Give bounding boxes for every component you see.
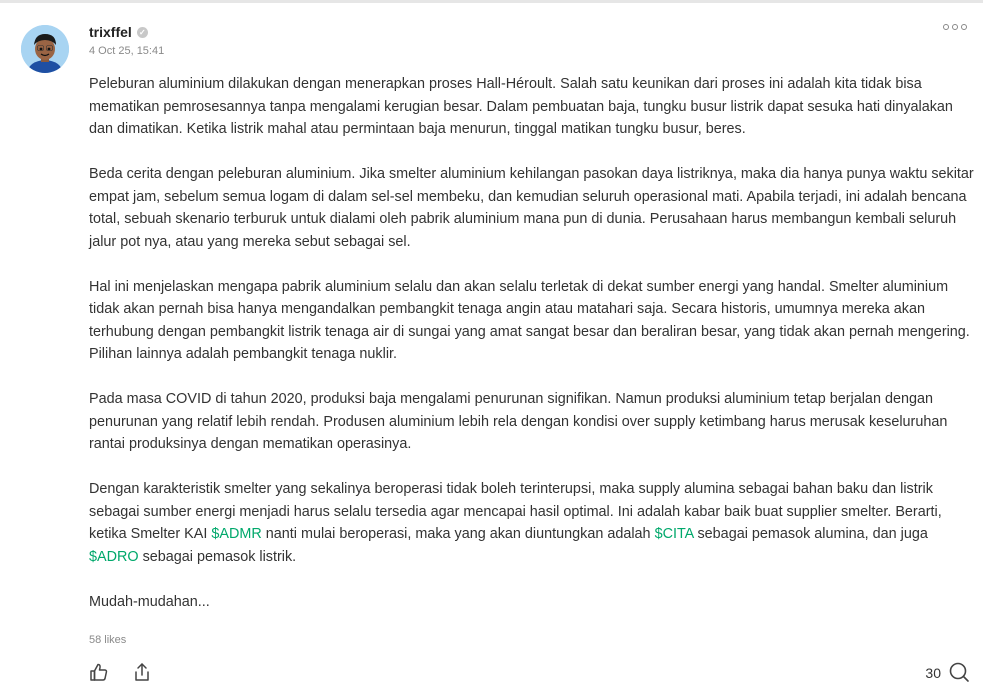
stock-tag-link[interactable]: $CITA	[654, 526, 694, 542]
top-divider	[0, 0, 983, 3]
post-body	[89, 73, 974, 636]
more-options-button[interactable]	[943, 24, 967, 30]
more-dot-icon	[952, 24, 958, 30]
post-author[interactable]	[89, 24, 148, 40]
username[interactable]: trixffel	[89, 24, 132, 40]
post-paragraph: Hal ini menjelaskan mengapa pabrik aluminium selalu dan akan selalu terletak di dekat sumber energi yang handal. Smelter aluminium tidak akan pernah bisa hanya mengandalkan pembangkit tenaga angin atau matahari saja. Secara historis, umumnya mereka akan terhubung dengan pembangkit listrik tenaga air di sungai yang amat sangat besar dan beraliran besar, yang tidak akan pernah mengering. Pilihan lainnya adalah pembangkit tenaga nuklir.	[89, 278, 970, 362]
paragraph-text: sebagai pemasok alumina, dan juga	[693, 526, 928, 542]
stock-tag-link[interactable]: $ADMR	[211, 526, 262, 542]
likes-count[interactable]: 58 likes	[89, 634, 127, 646]
paragraph-text: Dengan karakteristik smelter yang sekalinya beroperasi tidak boleh terinterupsi, maka supply alumina sebagai bahan baku dan listrik sebagai sumber energi menjadi harus selalu tersedia agar mencapai hasil optimal. Ini adalah kabar baik buat supplier smelter. Berarti, ketika Smelter KAI	[89, 481, 942, 542]
paragraph-text: nanti mulai beroperasi, maka yang akan diuntungkan adalah	[261, 526, 655, 542]
share-icon[interactable]	[131, 661, 153, 683]
reply-count: 30	[925, 665, 941, 681]
post-paragraph: Pada masa COVID di tahun 2020, produksi baja mengalami penurunan signifikan. Namun produksi aluminium tetap berjalan dengan penurunan yang relatif lebih rendah. Produsen aluminium lebih rela dengan kondisi over supply ketimbang harus merusak keseluruhan rantai produksinya dengan mematikan operasinya.	[89, 391, 948, 452]
thumbs-up-icon[interactable]	[88, 661, 110, 683]
post-paragraph: Mudah-mudahan...	[89, 593, 210, 610]
avatar-face-icon	[21, 25, 69, 73]
avatar[interactable]	[21, 25, 69, 73]
post-paragraph	[89, 478, 974, 568]
comment-icon[interactable]	[948, 661, 970, 683]
post-timestamp: 4 Oct 25, 15:41	[89, 45, 165, 57]
post-paragraph: Beda cerita dengan peleburan aluminium. Jika smelter aluminium kehilangan pasokan daya listriknya, maka dia hanya punya waktu sekitar empat jam, sebelum semua logam di dalam sel-sel membeku, dan kemudian seluruh operasional mati. Apabila terjadi, ini adalah bencana total, sebuah skenario terburuk untuk dialami oleh pabrik aluminium mana pun di dunia. Perusahaan harus membangun kembali seluruh jalur pot nya, atau yang mereka sebut sebagai sel.	[89, 166, 974, 250]
stock-tag-link[interactable]: $ADRO	[89, 548, 139, 565]
paragraph-text: sebagai pemasok listrik.	[138, 548, 297, 565]
more-dot-icon	[943, 24, 949, 30]
more-dot-icon	[961, 24, 967, 30]
post-paragraph: Peleburan aluminium dilakukan dengan menerapkan proses Hall-Héroult. Salah satu keunikan dari proses ini adalah kita tidak bisa mematikan pemrosesannya tanpa mengalami kerugian besar. Dalam pembuatan baja, tungku busur listrik dapat sesuka hati dinyalakan dan dimatikan. Ketika listrik mahal atau permintaan baja menurun, tinggal matikan tungku busur, beres.	[89, 76, 953, 137]
verified-check-icon: ✓	[137, 27, 148, 38]
